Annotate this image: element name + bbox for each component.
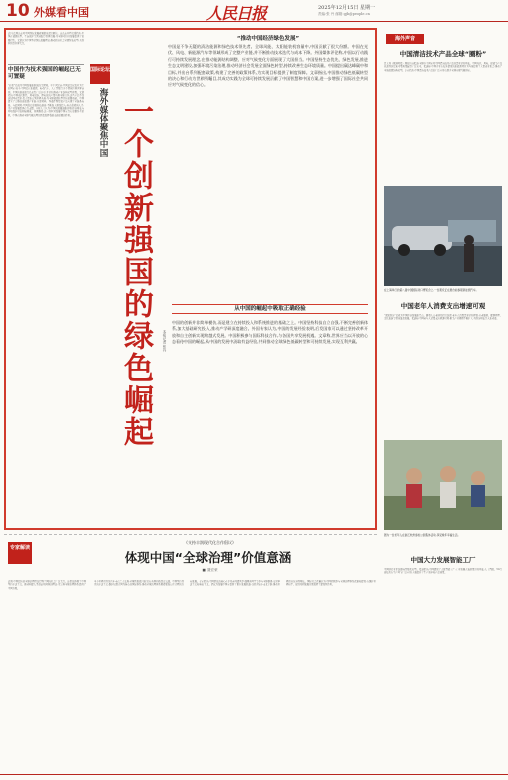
bottom-tag: 专家解读 — [8, 542, 32, 564]
divider — [4, 534, 377, 535]
feature-byline: 本报记者 张丹 — [163, 330, 167, 353]
right-body-2: “银发经济”已成为中国经济发展新亮点。随着人口老龄化程度加深,老年人消费需求持续释放,养老服务、健康管理、文化旅游等领域蓬勃发展。报道称,中国老年人消费支出增速可观,相关产业规模不断扩大,为经济增长注入新动能。 — [384, 314, 502, 321]
seniors-photo — [384, 440, 502, 530]
right-title-2: 中国老年人消费支出增速可观 — [400, 302, 486, 310]
editor-info: 责编:张 丹 邮箱:gjb@people.cn — [318, 12, 370, 16]
seniors-caption: 图为一位老年人在浙江杭州参加公园集体活动,享受晚年幸福生活。 — [384, 534, 461, 537]
sidebar-title: 中国作为技术强国的崛起已无可置疑 — [8, 67, 81, 80]
bottom-subtitle: 《支持丰润现代化合作倡议》 — [184, 540, 236, 545]
bottom-left-note: 近期,中国提出的全球治理倡议得到了国际社会广泛关注。该倡议体现了中国坚持多边主义、推动构建人类命运共同体的理念,为完善全球治理体系提供了中国方案。 — [8, 580, 86, 590]
left-intro: 近日,法国杂志对中国绿色发展成果做出深度解读。该杂志刊登文章指出,中国在能源转型、生态保护等领域取得显著进展,为全球可持续发展提供了重要借鉴。文章认为中国坚持绿色发展理念,推动经济社会全面绿色转型,其经验值得世界关注。 — [8, 32, 84, 45]
right-title-3: 中国大力发展智能工厂 — [410, 556, 476, 564]
page-header — [0, 0, 508, 22]
bottom-author: ■ 聂宏荣 — [202, 568, 218, 572]
right-title-1: 中国清洁技术产品全球“圈粉” — [399, 50, 487, 58]
right-body-3: 中国制造业正加速向智能化转型。报道指出,中国建设了大批智能工厂,工业机器人装机量持续增长,人工智能、5G等新技术在生产环节广泛应用,大幅提升了生产效率和产品质量。 — [384, 568, 502, 575]
section-name: 外媒看中国 — [34, 6, 89, 19]
feature-lead-2: 中国的创新并非简单模仿,而是建立在持续投入和系统推进的基础之上。中国坚持科技自立自强,不断完善创新体系,加大基础研究投入,推动产学研深度融合。外国专家认为,中国的发展经验表明,后发国家可以通过坚持改革开放和自主创新实现跨越式发展。中国积极参与国际科技合作,与各国共享发展机遇。文章称,世界应当以开放的心态看待中国的崛起,从中国的发展中汲取有益经验,共同推动全球绿色低碳转型和可持续发展,实现互利共赢。 — [172, 320, 368, 345]
footer-rule — [0, 774, 508, 775]
sidebar-body: “转折”已成为中国发展新阶段的关键词。半个世纪前,中国还是以农业为主的国家;如今,中国已在新能源、电动汽车、人工智能等多个领域位居世界前列。中国的创新能力已获得广泛认可,并持续推动产业结构转型升级。文章指出,中国光伏组件、风电设备、锂电池的产量均居全球首位,这些产品不仅满足国内需求,也大量出口到世界各地,为全球能源转型作出重要贡献。中国建立了完整的新能源产业链,从原材料、零部件到终端产品实现了全链条布局。与此同时,中国高度重视科技创新,不断加大研发投入,培养高素质人才,为产业发展提供有力支撑。分析人士认为,中国的发展道路证明,经济增长与环境保护可以相辅相成、协调推进,这一经验对发展中国家具有重要参考价值。中国在推动全球气候治理方面也发挥着越来越重要的作用。 — [8, 84, 84, 117]
right-tag: 海外声音 — [386, 34, 424, 44]
feature-overtitle: 海外媒体聚焦中国 — [98, 88, 108, 157]
right-body-1: 意大利《欧洲时报》网站日前报道,全球多个国家对中国清洁技术产品的需求持续增长。中国光伏、风电、储能等产品以高性价比和可靠质量赢得广泛认可。报道称,中国企业在海外建设的新能源项目为当地提供了大量就业机会,推动了当地能源结构转型。专家指出,中国清洁技术产品的广泛应用有助于全球实现气候目标。 — [384, 62, 502, 72]
left-sidebar — [8, 64, 84, 524]
feature-tag: 国际论坛 — [90, 64, 110, 84]
expo-caption: 在上海举行的第八届中国国际进口博览会上,一位观众正在展台前参观新能源汽车。 — [384, 289, 479, 292]
issue-date: 2025年12月15日 星期一 — [318, 5, 376, 11]
feature-title: 一个创新强国的绿色崛起 — [118, 96, 153, 448]
feature-subhead-1: “推动中国经济绿色发展” — [236, 36, 300, 42]
feature-subhead-2: 从中国的崛起中吸取正确经验 — [172, 304, 368, 314]
bottom-title: 体现中国“全球治理”价值意涵 — [124, 550, 292, 565]
feature-lead-1: 中国是不争无疑的清洁能源和绿色技术领先者。全球风能、太阳能装机容量中,中国贡献了很大份额。中国在光伏、风电、新能源汽车等领域形成了完整产业链,并不断推动技术迭代与成本下降。外国媒体评论称,中国以行动践行可持续发展理念,在推动能源结构调整、应对气候变化方面展现了大国担当。中国坚持生态优先、绿色发展,推进生态文明建设,加强环境污染治理,推动经济社会发展全面绿色转型,持续改善生态环境质量。中国提出碳达峰碳中和目标,并出台系列配套政策,构建了完善的政策体系,为实现目标提供了制度保障。文章指出,中国推动绿色低碳转型的决心和行动为世界所瞩目,其成功实践为全球可持续发展贡献了中国智慧和中国方案,进一步增强了国际社会共同应对气候变化的信心。 — [168, 44, 368, 88]
bottom-body: 当今世界正经历百年未有之大变局,全球性挑战日益突出,各国利益深度交融。中国坚持真正的多边主义,维护以联合国为核心的国际体系,推动全球治理体系朝着更加公正合理的方向发展。专家指出,中国倡议的核心在于共商共建共享,强调各国平等参与全球事务,反对单边主义和霸权主义。倡议为发展中国家提供了更多发展机遇,有助于缩小南北差距,推动世界经济包容性增长。国际社会普遍认为,中国积极参与全球治理体系改革和建设,在维护世界和平、促进共同发展方面发挥了建设性作用。 — [94, 580, 376, 587]
expo-photo — [384, 186, 502, 286]
page-number: 10 — [6, 1, 30, 21]
newspaper-logo: 人民日报 — [206, 4, 267, 23]
